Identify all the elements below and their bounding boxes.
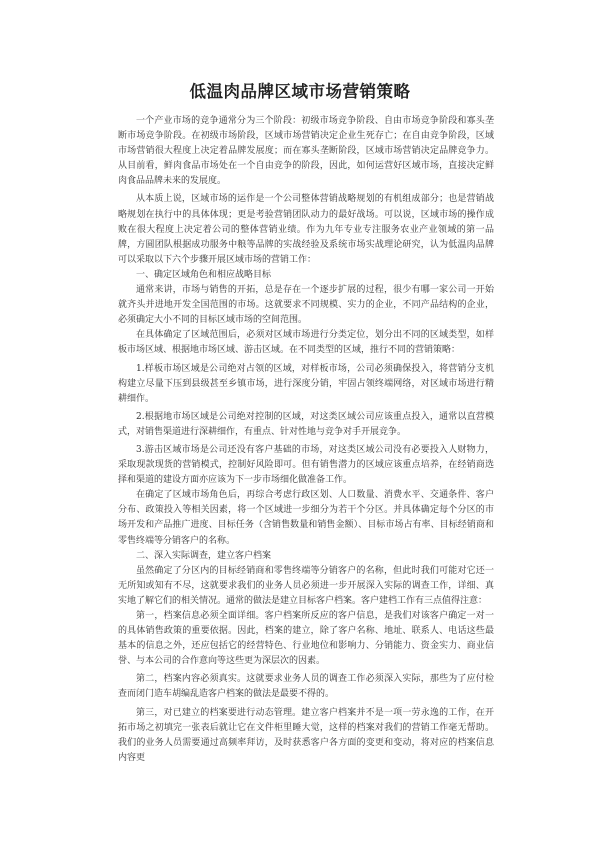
- paragraph: 在具体确定了区域范围后，必须对区域市场进行分类定位，划分出不同的区域类型，如样板市场区域、根据地市场区域、游击区域。在不同类型的区域，推行不同的营销策略：: [118, 330, 494, 356]
- section-heading-1: 一、确定区域角色和相应战略目标: [136, 269, 272, 280]
- document-title: 低温肉品牌区域市场营销策略: [189, 82, 411, 101]
- paragraph: 第一，档案信息必须全面详细。客户档案所反应的客户信息，是我们对该客户确定一对一的具体销售政策的重要依据。因此，档案的建立，除了客户名称、地址、联系人、电话这些最基本的信息之外，还应包括它的经营特色、行业地位和影响力、分销能力、资金实力、商业信誉、与本公司的合作意向等这些更为深层次的因素。: [118, 611, 494, 667]
- list-item-1: 1.样板市场区域是公司绝对占领的区域，对样板市场，公司必须确保投入，将营销分支机构建立尽量下压到县级甚至乡镇市场，进行深度分销，牢固占领终端网络，对区域市场进行精耕细作。: [118, 363, 494, 404]
- list-item-3: 3.游击区域市场是公司还没有客户基础的市场，对这类区域公司没有必要投入人财物力，采取现款现货的营销模式，控制好风险即可。但有销售潜力的区域应该重点培养，在经销商选择和渠道的建设方面亦应该为下一步市场细化做准备工作。: [118, 444, 494, 486]
- paragraph-essence: 从本质上说，区域市场的运作是一个公司整体营销战略规划的有机组成部分；也是营销战略规划在执行中的具体体现；更是考验营销团队动力的最好战场。可以说，区域市场的操作成败在很大程度上决定着公司的整体营销业绩。作为九年专业专注服务农业产业领域的第一品牌，方圆团队根据成功服务中粮等品牌的实战经验及系统市场实战理论研究，认为低温肉品牌可以采取以下六个步骤开展区域市场的营销工作：: [118, 194, 494, 265]
- paragraph: 通常来讲，市场与销售的开拓，总是存在一个逐步扩展的过程，很少有哪一家公司一开始就齐头并进地开发全国范围的市场。这就要求不同规模、实力的企业，不同产品结构的企业，必须确定大小不同的目标区域市场的空间范围。: [118, 285, 494, 326]
- list-item-2: 2.根据地市场区域是公司绝对控制的区域，对这类区域公司应该重点投入，通常以直营模式，对销售渠道进行深耕细作，有重点、针对性地与竞争对手开展竞争。: [118, 411, 494, 437]
- section-heading-2: 二、深入实际调查，建立客户档案: [136, 550, 272, 561]
- paragraph-intro: 一个产业市场的竞争通常分为三个阶段：初级市场竞争阶段、自由市场竞争阶段和寡头垄断市场竞争阶段。在初级市场阶段，区域市场营销决定企业生死存亡；在自由竞争阶段，区域市场营销很大程度上决定着品牌发展度；而在寡头垄断阶段，区域市场营销决定品牌竞争力。从目前看，鲜肉食品市场处在一个自由竞争的阶段，因此，如何运营好区域市场，直接决定鲜肉食品品牌未来的发展度。: [118, 116, 494, 187]
- document-body: [118, 114, 494, 766]
- paragraph: 第二，档案内容必须真实。这就要求业务人员的调查工作必须深入实际，那些为了应付检查而闭门造车胡编乱造客户档案的做法是最要不得的。: [118, 674, 494, 700]
- paragraph: 虽然确定了分区内的目标经销商和零售终端等分销客户的名称，但此时我们可能对它还一无所知或知有不尽，这就要求我们的业务人员必须进一步开展深入实际的调查工作，详细、真实地了解它们的相关情况。通常的做法是建立目标客户档案。客户建档工作有三点值得注意：: [118, 565, 494, 606]
- paragraph: 第三，对已建立的档案要进行动态管理。建立客户档案并不是一项一劳永逸的工作，在开拓市场之初填完一张表后就让它在文件柜里睡大觉，这样的档案对我们的营销工作毫无帮助。我们的业务人员需要通过高频率拜访，及时获悉客户各方面的变更和变动，将对应的档案信息内容更: [118, 707, 494, 763]
- paragraph: 在确定了区域市场角色后，再综合考虑行政区划、人口数量、消费水平、交通条件、客户分布、政策投入等相关因素，将一个区域进一步细分为若干个分区。并具体确定每个分区的市场开发和产品推广进度、目标任务（含销售数量和销售金额）、目标市场占有率、目标经销商和零售终端等分销客户的名称。: [118, 490, 494, 546]
